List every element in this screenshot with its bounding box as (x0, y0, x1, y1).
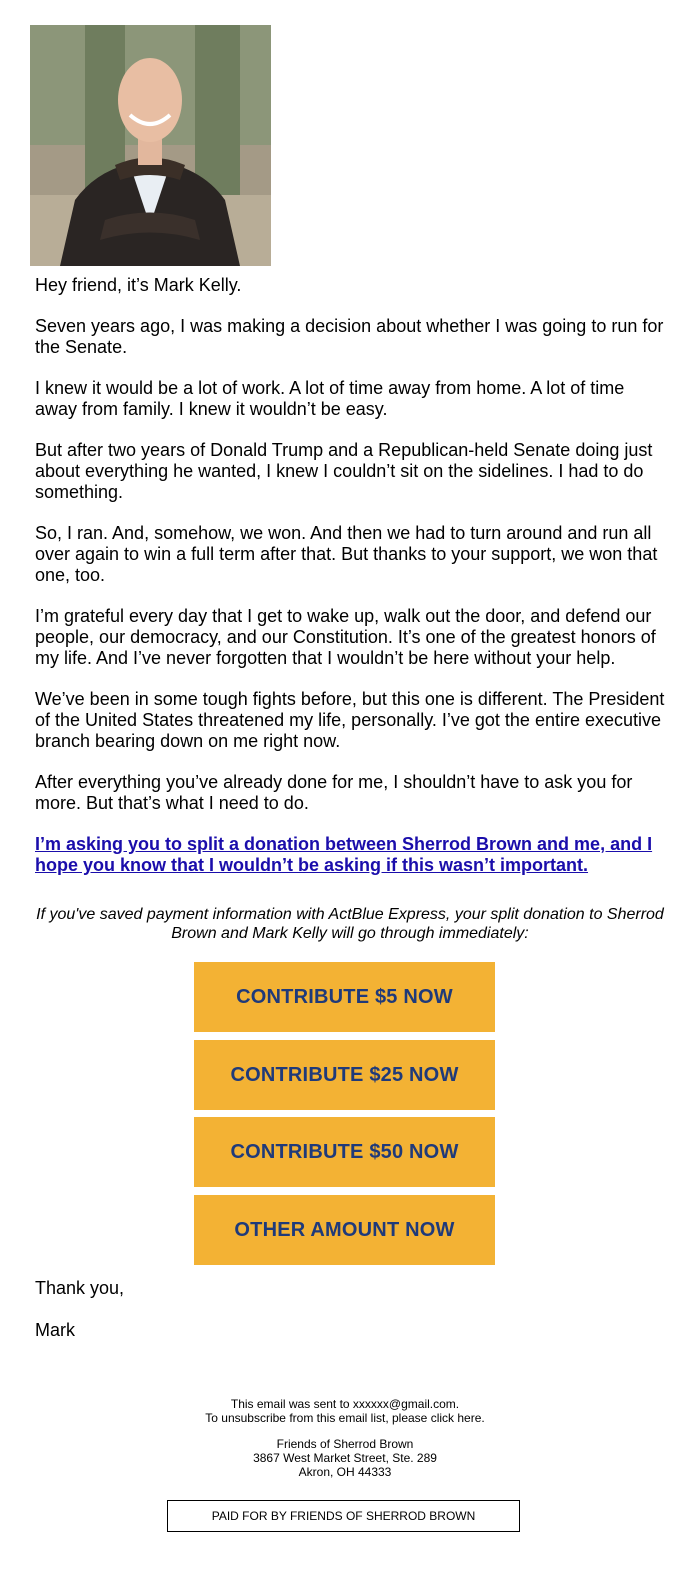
paragraph-1: Seven years ago, I was making a decision about whether I was going to run for the Senate. (35, 316, 664, 357)
footer-org-name: Friends of Sherrod Brown (276, 1437, 414, 1451)
mark-kelly-photo (30, 25, 271, 266)
email-body (35, 275, 665, 876)
contribute-5-button[interactable]: CONTRIBUTE $5 NOW (194, 962, 495, 1032)
greeting: Hey friend, it’s Mark Kelly. (35, 275, 242, 295)
recipient-email: xxxxxx@gmail.com. (352, 1397, 460, 1411)
unsubscribe-text: To unsubscribe from this email list, please (205, 1411, 431, 1425)
signature: Mark (35, 1320, 75, 1340)
signoff: Thank you, (35, 1278, 125, 1298)
other-amount-button[interactable]: OTHER AMOUNT NOW (194, 1195, 495, 1265)
contribute-50-button[interactable]: CONTRIBUTE $50 NOW (194, 1117, 495, 1187)
footer-unsubscribe (0, 1411, 690, 1425)
portrait-image (30, 25, 271, 266)
paragraph-6: We’ve been in some tough fights before, but this one is different. The President of the United States threatened my life, personally. I’ve got the entire executive branch bearing down on me right now. (35, 689, 665, 751)
contribute-25-button[interactable]: CONTRIBUTE $25 NOW (194, 1040, 495, 1110)
footer-sent-to (0, 1397, 690, 1411)
split-donation-link[interactable]: I’m asking you to split a donation between Sherrod Brown and me, and I hope you know that I wouldn’t be asking if this wasn’t important. (35, 834, 653, 875)
paragraph-7: After everything you’ve already done for me, I shouldn’t have to ask you for more. But that’s what I need to do. (35, 772, 633, 813)
footer-address-line2: Akron, OH 44333 (298, 1465, 392, 1479)
unsubscribe-link[interactable]: click here. (430, 1411, 485, 1425)
paragraph-5: I’m grateful every day that I get to wake up, walk out the door, and defend our people, our democracy, and our Constitution. It’s one of the greatest honors of my life. And I’ve never forgotten that I wouldn’t be here without your help. (35, 606, 656, 668)
paragraph-2: I knew it would be a lot of work. A lot of time away from home. A lot of time away from family. I knew it wouldn’t be easy. (35, 378, 625, 419)
paid-for-disclaimer: PAID FOR BY FRIENDS OF SHERROD BROWN (167, 1500, 520, 1532)
sent-to-text: This email was sent to (230, 1397, 353, 1411)
paragraph-4: So, I ran. And, somehow, we won. And then we had to turn around and run all over again to win a full term after that. But thanks to your support, we won that one, too. (35, 523, 658, 585)
paragraph-3: But after two years of Donald Trump and a Republican-held Senate doing just about everything he wanted, I knew I couldn’t sit on the sidelines. I had to do something. (35, 440, 653, 502)
footer-address-line1: 3867 West Market Street, Ste. 289 (253, 1451, 437, 1465)
actblue-express-note: If you've saved payment information with ActBlue Express, your split donation to Sherrod Brown and Mark Kelly will go through immediately: (36, 906, 664, 942)
